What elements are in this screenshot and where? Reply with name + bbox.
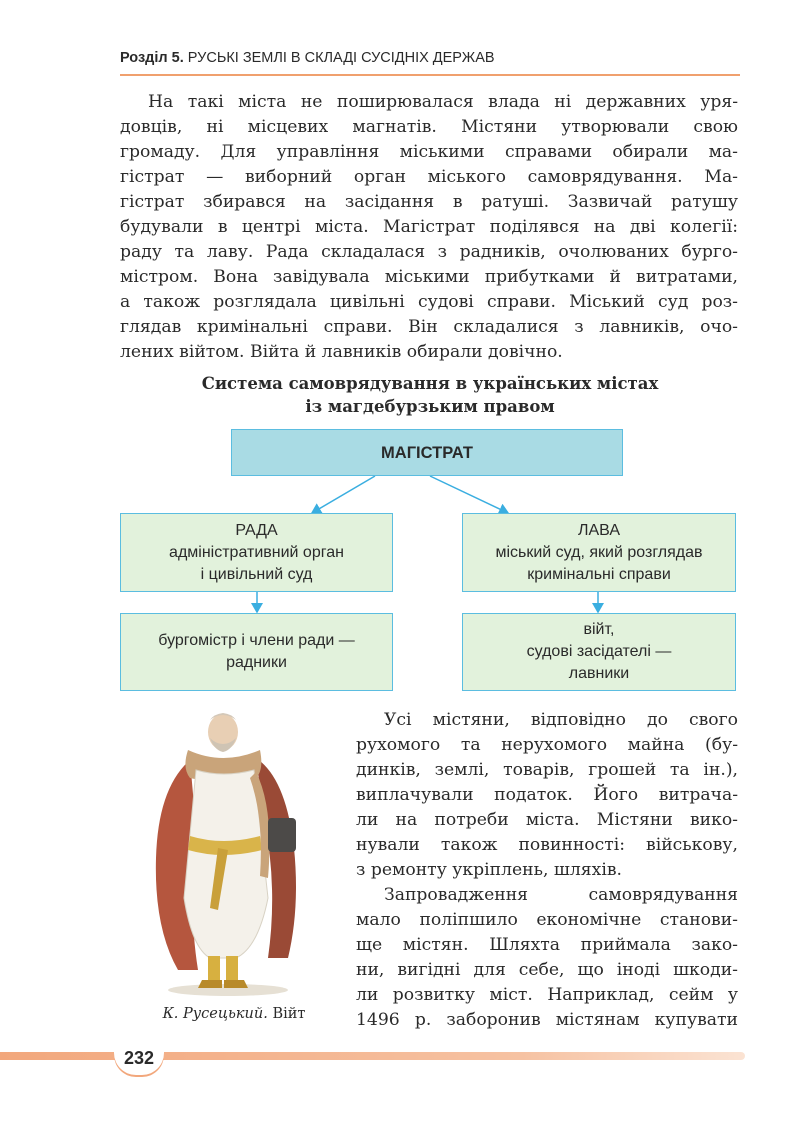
text-line: довців, ні місцевих магнатів. Містяни утворювали свою bbox=[120, 117, 738, 137]
arrow-to-lava bbox=[430, 476, 508, 513]
caption-author: К. Русецький. bbox=[162, 1006, 268, 1022]
section-title: РУСЬКІ ЗЕМЛІ В СКЛАДІ СУСІДНІХ ДЕРЖАВ bbox=[187, 50, 495, 66]
box-lava-title: ЛАВА bbox=[578, 521, 620, 539]
box-magistrat-label: МАГІСТРАТ bbox=[381, 443, 473, 462]
paragraph-taxes bbox=[356, 708, 738, 1033]
text-line: динків, землі, товарів, грошей та ін.), bbox=[356, 760, 738, 780]
vijt-figure-image bbox=[118, 708, 348, 998]
figure-caption bbox=[120, 1006, 348, 1022]
text-line: гістрат — виборний орган міського самоврядування. Ма- bbox=[120, 167, 738, 187]
box-radnyky-line: бургомістр і члени ради — bbox=[158, 632, 355, 649]
text-line: рухомого та нерухомого майна (бу- bbox=[356, 735, 738, 755]
box-vijt-line: лавники bbox=[568, 665, 630, 682]
box-vijt bbox=[462, 613, 736, 691]
diagram-title bbox=[120, 372, 740, 418]
box-lava bbox=[462, 513, 736, 592]
box-rada-desc: і цивільний суд bbox=[200, 565, 313, 583]
vijt-illustration bbox=[118, 708, 348, 998]
text-line: будували в центрі міста. Магістрат поділявся на дві колегії: bbox=[120, 217, 738, 237]
box-radnyky-line: радники bbox=[226, 654, 287, 671]
box-magistrat bbox=[231, 429, 623, 476]
diagram-title-line: Система самоврядування в українських містах bbox=[201, 374, 659, 393]
box-rada-desc: адміністративний орган bbox=[169, 543, 344, 561]
page-number: 232 bbox=[114, 1041, 164, 1075]
box-rada bbox=[120, 513, 393, 592]
text-line: 1496 р. заборонив містянам купувати bbox=[356, 1010, 738, 1030]
text-line: нували також повинності: військову, bbox=[356, 835, 738, 855]
text-line: На такі міста не поширювалася влада ні державних уря- bbox=[148, 92, 738, 112]
text-line: Усі містяни, відповідно до свого bbox=[384, 710, 738, 730]
footer-bar bbox=[0, 1052, 745, 1060]
section-label: Розділ 5. bbox=[120, 50, 184, 66]
text-line: гістрат збирався на засідання в ратуші. Зазвичай ратушу bbox=[120, 192, 738, 212]
text-line: виплачували податок. Його витрача- bbox=[356, 785, 738, 805]
header-rule bbox=[120, 74, 740, 76]
text-line: глядав кримінальні справи. Він складалися з лавників, очо- bbox=[120, 317, 738, 337]
diagram-title-line: із магдебурзьким правом bbox=[305, 397, 555, 416]
box-vijt-line: судові засідателі — bbox=[526, 643, 672, 660]
text-line: раду та лаву. Рада складалася з радників, очолюваних бурго- bbox=[120, 242, 738, 262]
caption-title: Війт bbox=[272, 1006, 306, 1022]
box-lava-desc: кримінальні справи bbox=[527, 565, 671, 583]
box-vijt-line: війт, bbox=[583, 621, 615, 638]
text-line: містром. Вона завідувала міськими прибутками й витратами, bbox=[120, 267, 738, 287]
paragraph-intro bbox=[120, 90, 738, 365]
box-radnyky bbox=[120, 613, 393, 691]
box-rada-title: РАДА bbox=[235, 521, 278, 539]
text-line: Запровадження самоврядування bbox=[384, 885, 738, 905]
text-line: ли розвитку міст. Наприклад, сейм у bbox=[356, 985, 738, 1005]
text-line: ли на потреби міста. Містяни вико- bbox=[356, 810, 738, 830]
section-header bbox=[120, 50, 740, 66]
text-line: ни, вигідні для себе, що іноді шкоди- bbox=[356, 960, 738, 980]
arrow-to-rada bbox=[312, 476, 375, 513]
text-line: мало поліпшило економічне станови- bbox=[356, 910, 738, 930]
text-line: лених війтом. Війта й лавників обирали довічно. bbox=[120, 342, 563, 362]
box-lava-desc: міський суд, який розглядав bbox=[495, 543, 703, 561]
text-line: а також розглядала цивільні судові справи. Міський суд роз- bbox=[120, 292, 738, 312]
text-line: ще містян. Шляхта приймала зако- bbox=[356, 935, 738, 955]
text-line: з ремонту укріплень, шляхів. bbox=[356, 860, 622, 880]
text-line: громаду. Для управління міськими справами обирали ма- bbox=[120, 142, 738, 162]
